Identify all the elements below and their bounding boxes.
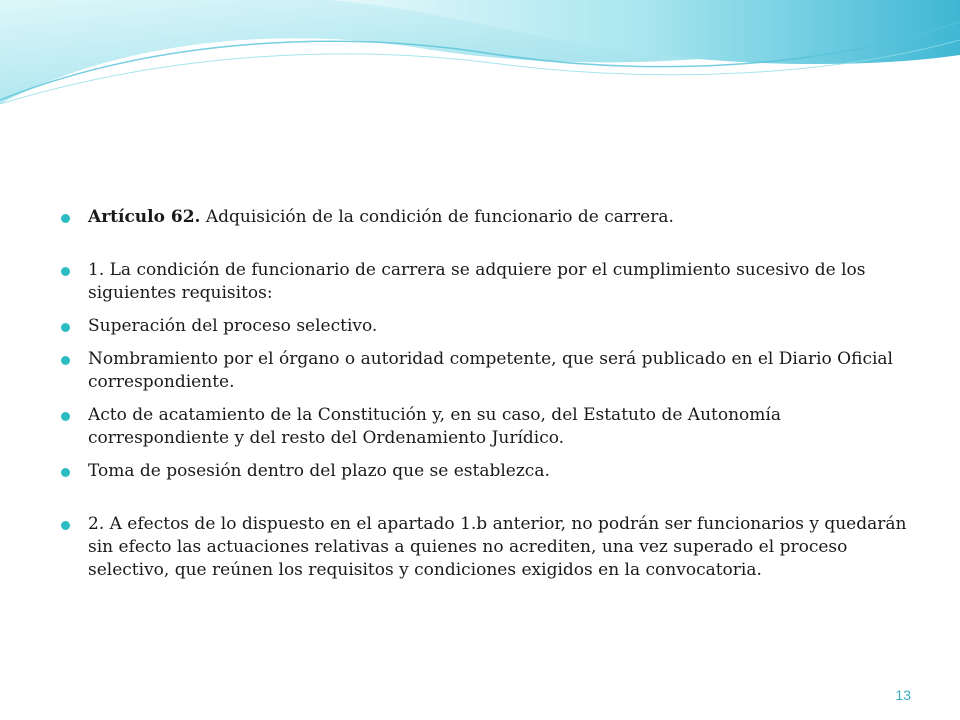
bullet-requirement-c [58,404,910,450]
bullet-text: Acto de acatamiento de la Constitución y, en su caso, del Estatuto de Autonomía correspondiente y del resto del Ordenamiento Jurídico. [88,405,781,448]
page-number: 13 [895,687,911,703]
bullet-icon [61,323,70,332]
bullet-text: Nombramiento por el órgano o autoridad competente, que será publicado en el Diario Oficial correspondiente. [88,349,893,392]
slide-content [58,206,910,592]
bullet-requirement-d [58,460,910,483]
bullet-text: 2. A efectos de lo dispuesto en el apartado 1.b anterior, no podrán ser funcionarios y quedarán sin efecto las actuaciones relativas a quienes no acrediten, una vez superado el proceso selectivo, que reúnen los requisitos y condiciones exigidos en la convocatoria. [88,514,907,580]
article-title: Artículo 62. [88,207,201,227]
bullet-icon [61,214,70,223]
bullet-requirement-b [58,348,910,394]
bullet-article-heading [58,206,910,229]
bullet-text: Toma de posesión dentro del plazo que se establezca. [88,461,550,481]
article-subtitle: Adquisición de la condición de funcionario de carrera. [200,207,674,227]
bullet-paragraph-1 [58,259,910,305]
bullet-icon [61,267,70,276]
bullet-requirement-a [58,315,910,338]
bullet-icon [61,521,70,530]
bullet-text: 1. La condición de funcionario de carrera se adquiere por el cumplimiento sucesivo de los siguientes requisitos: [88,260,866,303]
bullet-text: Superación del proceso selectivo. [88,316,378,336]
header-wave-decoration [0,0,960,120]
bullet-icon [61,412,70,421]
bullet-icon [61,356,70,365]
bullet-icon [61,468,70,477]
bullet-paragraph-2 [58,513,910,582]
